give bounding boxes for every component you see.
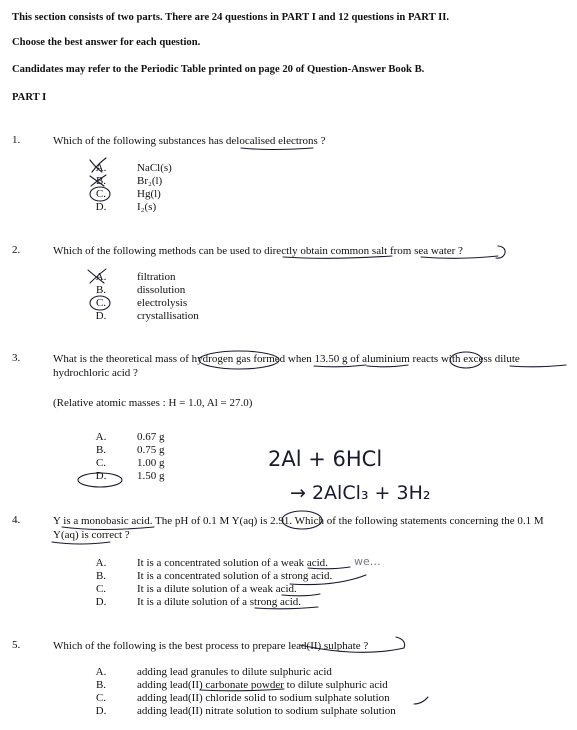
option-text: 1.00 g xyxy=(137,457,165,469)
question-number: 5. xyxy=(12,639,21,651)
option-text: I₂(s) xyxy=(137,201,157,213)
option-letter: A. xyxy=(95,557,107,569)
option-letter: A. xyxy=(95,162,107,174)
question-text: Which of the following methods can be used to directly obtain common salt from sea water ? xyxy=(53,245,463,257)
option-letter: B. xyxy=(95,679,107,691)
option-letter: B. xyxy=(95,570,107,582)
option-letter: D. xyxy=(95,201,107,213)
relative-atomic-masses-note: (Relative atomic masses : H = 1.0, Al = 27.0) xyxy=(53,397,253,409)
option-letter: A. xyxy=(95,666,107,678)
option-text: It is a dilute solution of a weak acid. xyxy=(137,583,297,595)
question-text: Which of the following is the best process to prepare lead(II) sulphate ? xyxy=(53,640,369,652)
underline-0-1M xyxy=(52,542,110,544)
option-text: dissolution xyxy=(137,284,186,296)
option-text: adding lead granules to dilute sulphuric acid xyxy=(137,666,332,678)
handwritten-equation-right: → 2AlCl₃ + 3H₂ xyxy=(290,482,431,504)
option-letter: C. xyxy=(95,457,107,469)
question-text: What is the theoretical mass of hydrogen gas formed when 13.50 g of aluminium reacts with excess dilute hydrochloric acid ? xyxy=(53,353,520,379)
option-letter: C. xyxy=(95,188,107,200)
handwritten-equation-left: 2Al + 6HCl xyxy=(268,447,383,471)
question-number: 4. xyxy=(12,514,21,526)
option-text: adding lead(II) chloride solid to sodium sulphate solution xyxy=(137,692,390,704)
instructions-line-3: Candidates may refer to the Periodic Table printed on page 20 of Question-Answer Book B. xyxy=(12,64,425,75)
option-text: NaCl(s) xyxy=(137,162,172,174)
question-text: Which of the following substances has delocalised electrons ? xyxy=(53,135,326,147)
option-letter: B. xyxy=(95,444,107,456)
option-text: Br₂(l) xyxy=(137,175,163,187)
underline-delocalised xyxy=(241,148,313,150)
option-letter: A. xyxy=(95,431,107,443)
option-text: crystallisation xyxy=(137,310,199,322)
option-letter: C. xyxy=(95,692,107,704)
option-text: 1.50 g xyxy=(137,470,165,482)
option-letter: D. xyxy=(95,596,107,608)
question-text: Y is a monobasic acid. The pH of 0.1 M Y(aq) is 2.91. Which of the following statements concerning the 0.1 M Y(aq) is correct ? xyxy=(53,515,544,541)
option-text: filtration xyxy=(137,271,176,283)
option-text: It is a dilute solution of a strong acid. xyxy=(137,596,302,608)
part-heading: PART I xyxy=(12,92,47,103)
question-number: 1. xyxy=(12,134,21,146)
option-text: adding lead(II) nitrate solution to sodium sulphate solution xyxy=(137,705,396,717)
question-number: 2. xyxy=(12,244,21,256)
option-text: electrolysis xyxy=(137,297,188,309)
handwritten-margin-note: we… xyxy=(354,555,381,568)
option-letter: A. xyxy=(95,271,107,283)
instructions-line-1: This section consists of two parts. There are 24 questions in PART I and 12 questions in PART II. xyxy=(12,12,450,23)
instructions-line-2: Choose the best answer for each question. xyxy=(12,37,201,48)
option-letter: D. xyxy=(95,705,107,717)
option-text: It is a concentrated solution of a strong acid. xyxy=(137,570,333,582)
option-letter: D. xyxy=(95,470,107,482)
option-text: Hg(l) xyxy=(137,188,161,200)
option-letter: B. xyxy=(95,284,107,296)
option-letter: B. xyxy=(95,175,107,187)
option-letter: D. xyxy=(95,310,107,322)
option-letter: C. xyxy=(95,297,107,309)
option-text: 0.75 g xyxy=(137,444,165,456)
option-text: It is a concentrated solution of a weak acid. xyxy=(137,557,328,569)
option-letter: C. xyxy=(95,583,107,595)
option-text: adding lead(II) carbonate powder to dilute sulphuric acid xyxy=(137,679,388,691)
question-number: 3. xyxy=(12,352,21,364)
option-text: 0.67 g xyxy=(137,431,165,443)
tick-mark-option-c xyxy=(414,697,428,704)
